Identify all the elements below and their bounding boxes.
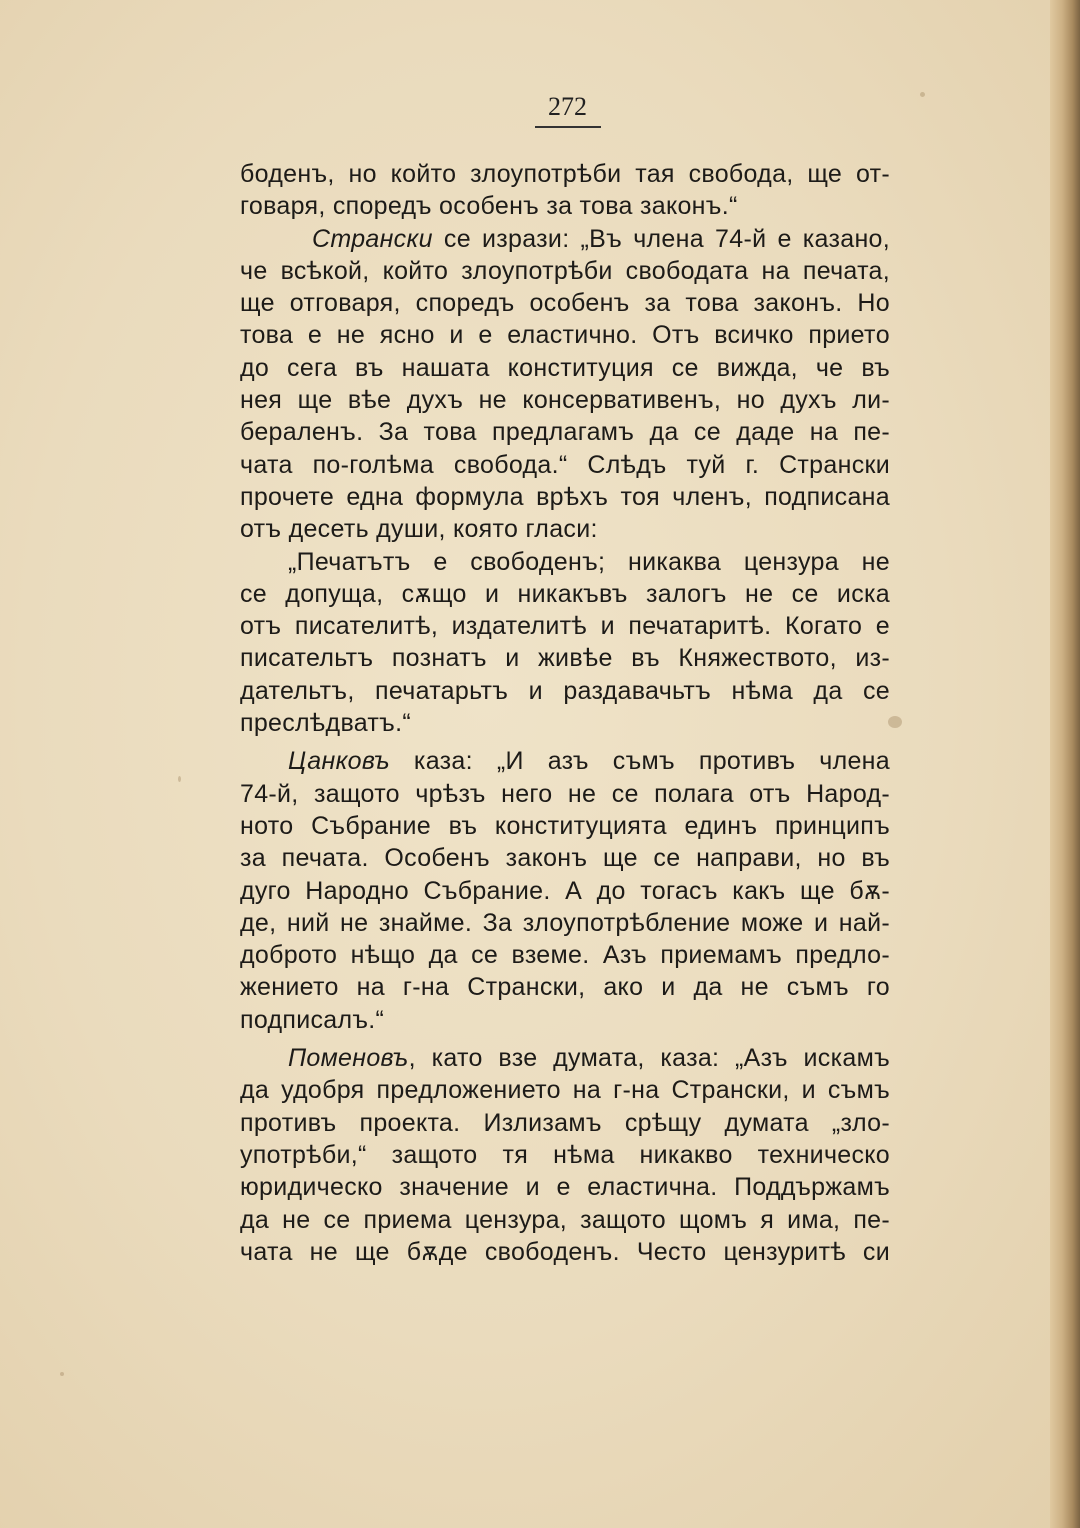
speaker-name: Цанковъ bbox=[288, 747, 390, 776]
text-line bbox=[240, 223, 890, 255]
binding-gutter bbox=[1050, 0, 1080, 1528]
text-line: 74-й, защото чрѣзъ него не се полага отъ Народ- bbox=[240, 779, 890, 808]
text-line: противъ проекта. Излизамъ срѣщу думата „зло- bbox=[240, 1108, 890, 1137]
text-line: писательтъ познатъ и живѣе въ Княжеството, из- bbox=[240, 644, 890, 673]
text-line: да не се приема цензура, защото щомъ я има, пе- bbox=[240, 1205, 890, 1234]
text-line: чата по-голѣма свобода.“ Слѣдъ туй г. Странски bbox=[240, 450, 890, 479]
text-line: това е не ясно и е еластично. Отъ всичко приетo bbox=[240, 321, 890, 350]
text-line: че всѣкой, който злоупотрѣби свободата на печата, bbox=[240, 256, 890, 285]
text-line: преслѣдватъ.“ bbox=[240, 709, 411, 738]
text-line: употрѣби,“ защото тя нѣма никакво техническо bbox=[240, 1140, 890, 1169]
text-fragment: каза: „И азъ съмъ противъ члена bbox=[389, 747, 890, 776]
text-line: чата не ще бѫде свободенъ. Често цензуритѣ си bbox=[240, 1237, 890, 1266]
text-line bbox=[240, 745, 890, 777]
text-line: да удобря предложението на г-на Странски, и съмъ bbox=[240, 1076, 890, 1105]
page-number: 272 bbox=[548, 92, 587, 121]
text-line: прочете една формула врѣхъ тоя членъ, подписана bbox=[240, 482, 890, 511]
text-line: юридическо значение и е еластична. Поддържамъ bbox=[240, 1173, 890, 1202]
text-line: бераленъ. За това предлагамъ да се даде на пе- bbox=[240, 418, 890, 447]
text-line: нея ще вѣе духъ не консервативенъ, но духъ ли- bbox=[240, 386, 890, 415]
text-line: „Печатътъ е свободенъ; никаква цензура не bbox=[288, 547, 890, 576]
speaker-name: Поменовъ bbox=[288, 1044, 409, 1073]
paper-speck bbox=[178, 776, 181, 782]
text-line: боденъ, но който злоупотрѣби тая свобода, ще от- bbox=[240, 160, 890, 188]
text-line: за печата. Особенъ законъ ще се направи, но въ bbox=[240, 844, 890, 873]
text-fragment: се изрази: „Въ члена 74-й е казано, bbox=[432, 224, 890, 253]
text-line: жението на г-на Странски, ако и да не съмъ го bbox=[240, 973, 890, 1002]
text-line: дуго Народно Събрание. А до тогасъ какъ ще бѫ- bbox=[240, 876, 890, 905]
paper-speck bbox=[888, 716, 902, 728]
text-line: доброто нѣщо да се вземе. Азъ приемамъ предло- bbox=[240, 941, 890, 970]
text-line: ще отговаря, споредъ особенъ за това законъ. Но bbox=[240, 289, 890, 318]
text-line: отъ писателитѣ, издателитѣ и печатаритѣ. Когато е bbox=[240, 612, 890, 641]
text-line: дательтъ, печатарьтъ и раздавачьтъ нѣма да се bbox=[240, 676, 890, 705]
text-line: подписалъ.“ bbox=[240, 1005, 385, 1034]
page-number-rule bbox=[535, 126, 601, 128]
text-line: се допуща, сѫщо и никакъвъ залогъ не се иска bbox=[240, 579, 890, 608]
body-text bbox=[240, 158, 890, 1268]
text-line: де, ний не знайме. За злоупотрѣбление може и най- bbox=[240, 908, 890, 937]
paper-speck bbox=[920, 92, 925, 97]
paper-speck bbox=[60, 1372, 64, 1376]
text-line: ното Събрание въ конституцията единъ принципъ bbox=[240, 811, 890, 840]
text-line: говаря, споредъ особенъ за това законъ.“ bbox=[240, 192, 738, 221]
text-line: отъ десеть души, която гласи: bbox=[240, 515, 598, 544]
text-line bbox=[240, 1042, 890, 1074]
text-line: до сега въ нашата конституция се вижда, че въ bbox=[240, 353, 890, 382]
text-fragment: , като взе думата, каза: „Азъ искамъ bbox=[408, 1044, 890, 1073]
speaker-name: Странски bbox=[312, 224, 433, 253]
